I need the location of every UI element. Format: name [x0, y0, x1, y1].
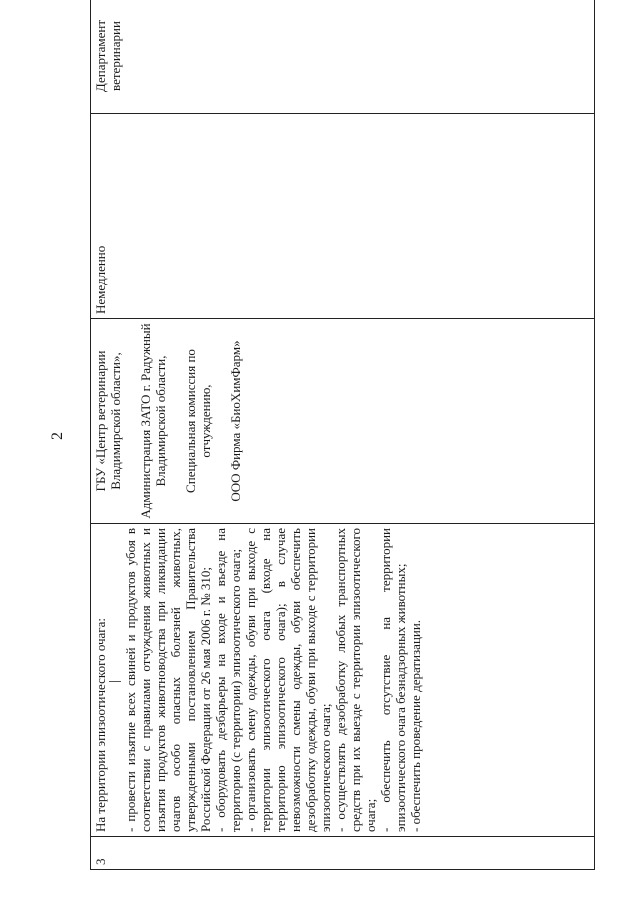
executors-cell [91, 319, 595, 524]
executor-vet-center: ГБУ «Центр ветеринарии Владимирской области», [93, 350, 123, 492]
executor-commission: Специальная комиссия по отчуждению, [183, 349, 213, 493]
measures-table [90, 0, 595, 870]
measure-bullet: - организовать смену одежды, обуви при выходе с территории эпизоотического очага (входе на территорию эпизоотического очага); в случае невозможности смены одежды, обуви обеспечить дезобработку одежды, обуви при выходе с территории эпизоотического очага; [243, 528, 333, 832]
page-number: 2 [49, 432, 66, 440]
measure-cell [91, 524, 595, 837]
responsible-cell [91, 0, 595, 114]
row-number: 3 [93, 858, 108, 865]
executor-company: ООО Фирма «БиоХимФарм» [228, 340, 243, 502]
term-cell [91, 114, 595, 319]
rotated-table-area [90, 19, 595, 870]
measure-bullet: - осуществлять дезобработку любых транспортных средств при их выезде с территории эпизоотического очага; [333, 528, 378, 832]
executor-administration: Администрация ЗАТО г. Радужный Владимирской области, [138, 323, 168, 519]
row-number-cell [91, 837, 595, 870]
tick-mark [108, 528, 123, 832]
measure-title: На территории эпизоотического очага: [93, 617, 108, 832]
table-row [91, 0, 595, 870]
measure-bullet: - провести изъятие всех свиней и продуктов убоя в соответствии с правилами отчуждения животных и изъятия продуктов животноводства при ликвидации очагов особо опасных болезней животных, утвержденными постановлением Правительства Российской Федерации от 26 мая 2006 г. № 310; [123, 528, 213, 832]
measure-bullet: - обеспечить отсутствие на территории эпизоотического очага безнадзорных животных; [378, 528, 408, 832]
term-text: Немедленно [93, 245, 108, 314]
measure-bullet: - оборудовать дезбарьеры на входе и въезде на территорию (с территории) эпизоотического очага; [213, 528, 243, 832]
measure-bullet: - обеспечить проведение дератизации. [408, 619, 423, 832]
table-wrapper [90, 19, 595, 870]
responsible-text: Департамент ветеринарии [93, 19, 123, 93]
